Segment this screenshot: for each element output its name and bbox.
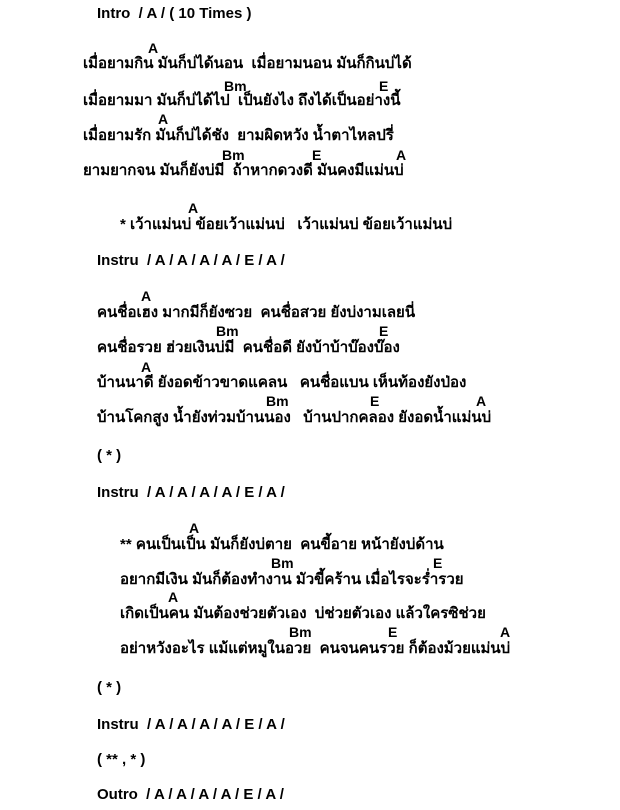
verse3-lyric-3: เกิดเป็นคน มันต้องช่วยตัวเอง บ่ช่วยตัวเอง แล้วใครซิช่วย (120, 605, 486, 622)
instru-line-3: Instru / A / A / A / A / E / A / (97, 716, 285, 733)
chord-E: E (379, 78, 389, 94)
verse1-lyric-1: เมื่อยามกิน มันก็บ่ได้นอน เมื่อยามนอน มันก็กินบ่ได้ (83, 55, 412, 72)
chord-E: E (388, 624, 398, 640)
chord-Bm: Bm (224, 78, 247, 94)
chord-A: A (158, 111, 169, 127)
chord-A: A (500, 624, 511, 640)
verse3-lyric-4: อย่าหวังอะไร แม้แต่หมูในอวย คนจนคนรวย ก็ต้องม้วยแม่นบ่ (120, 640, 511, 657)
verse2-lyric-3: บ้านนาดี ยังอดข้าวขาดแคลน คนชื่อแบน เห็นท้องยังป่อง (97, 374, 467, 391)
chord-Bm: Bm (222, 147, 245, 163)
repeat-star-2: ( * ) (97, 679, 122, 696)
chord-A: A (476, 393, 487, 409)
chord-Bm: Bm (266, 393, 289, 409)
chord-A: A (396, 147, 407, 163)
verse3-chord-row-3 (0, 589, 620, 604)
chord-E: E (433, 555, 443, 571)
verse2-lyric-1: คนชื่อเฮง มากมีก็ยังซวย คนชื่อสวย ยังบ่งามเลยนี่ (97, 304, 416, 321)
chorus-chord-row (0, 200, 620, 215)
verse2-lyric-2: คนชื่อรวย ฮ่วยเงินบ่มี คนชื่อดี ยังบ้าบ้าบ๊องบ๊อง (97, 339, 400, 356)
verse2-chord-row-1 (0, 288, 620, 303)
verse1-chord-row-1 (0, 40, 620, 55)
chord-A: A (141, 359, 152, 375)
chord-A: A (148, 40, 159, 56)
chord-E: E (379, 323, 389, 339)
chord-Bm: Bm (289, 624, 312, 640)
chord-E: E (370, 393, 380, 409)
verse3-chord-row-4 (0, 624, 620, 639)
instru-line-1: Instru / A / A / A / A / E / A / (97, 252, 285, 269)
verse1-chord-row-3 (0, 111, 620, 126)
instru-line-2: Instru / A / A / A / A / E / A / (97, 484, 285, 501)
repeat-double-star: ( ** , * ) (97, 751, 146, 768)
verse2-chord-row-3 (0, 359, 620, 374)
outro-line: Outro / A / A / A / A / E / A / (97, 786, 284, 803)
verse3-chord-row-2 (0, 555, 620, 570)
verse1-lyric-4: ยามยากจน มันก็ยังบ่มี ถ้าหากดวงดี มันคงมีแม่นบ่ (83, 162, 404, 179)
verse2-lyric-4: บ้านโคกสูง น้ำยังท่วมบ้านนอง บ้านปากคลอง ยังอดน้ำแม่นบ่ (97, 409, 492, 426)
chord-A: A (141, 288, 152, 304)
verse2-chord-row-2 (0, 323, 620, 338)
chord-Bm: Bm (271, 555, 294, 571)
verse1-chord-row-4 (0, 147, 620, 162)
intro-line: Intro / A / ( 10 Times ) (97, 5, 252, 22)
verse3-chord-row-1 (0, 520, 620, 535)
chord-A: A (188, 200, 199, 216)
verse3-lyric-1: ** คนเป็นเป็น มันก็ยังบ่ตาย คนขี้อาย หน้ายังบ่ด้าน (120, 536, 444, 553)
verse1-chord-row-2 (0, 78, 620, 93)
chorus-lyric: * เว้าแม่นบ่ ข้อยเว้าแม่นบ่ เว้าแม่นบ่ ข้อยเว้าแม่นบ่ (120, 216, 453, 233)
verse1-lyric-3: เมื่อยามรัก มันก็บ่ได้ชัง ยามผิดหวัง น้ำตาไหลปรี่ (83, 127, 394, 144)
verse1-lyric-2: เมื่อยามมา มันก็บ่ได้ไป เป็นยังไง ถึงได้เป็นอย่างนี้ (83, 92, 401, 109)
verse3-lyric-2: อยากมีเงิน มันก็ต้องทำงาน มัวขี้คร้าน เมื่อไรจะร่ำรวย (120, 571, 464, 588)
chord-Bm: Bm (216, 323, 239, 339)
repeat-star-1: ( * ) (97, 447, 122, 464)
chord-A: A (189, 520, 200, 536)
chord-E: E (312, 147, 322, 163)
verse2-chord-row-4 (0, 393, 620, 408)
chord-A: A (168, 589, 179, 605)
